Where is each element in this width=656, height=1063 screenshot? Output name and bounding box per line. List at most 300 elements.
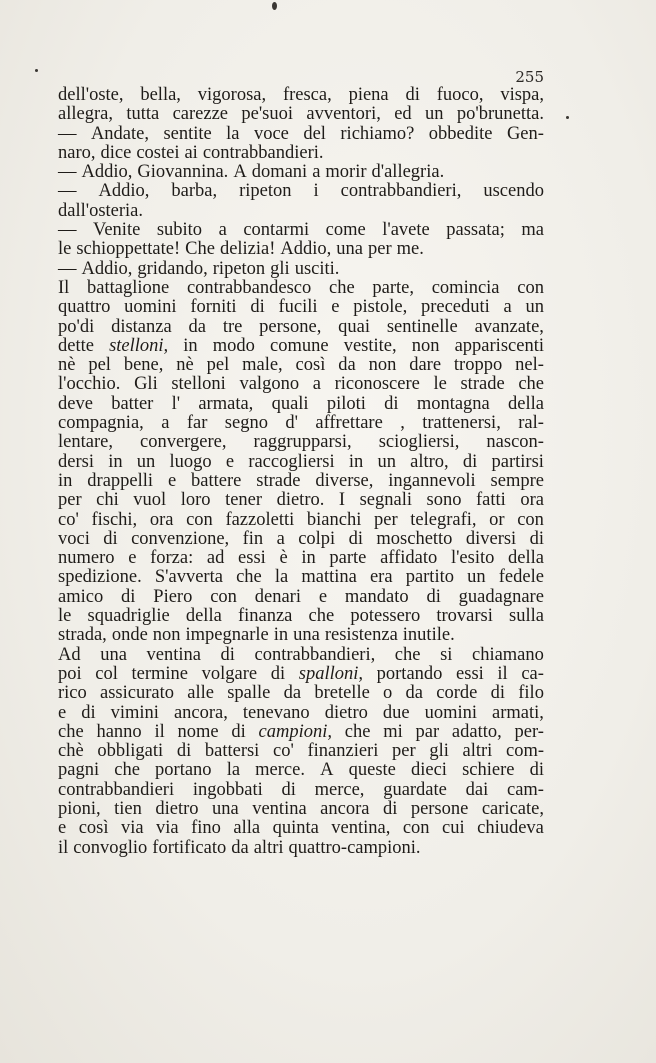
- word: con: [517, 509, 544, 530]
- word: —: [58, 181, 77, 202]
- text-line: [58, 472, 544, 491]
- word: da: [283, 683, 302, 704]
- word: l'avete: [382, 220, 430, 241]
- word: me.: [396, 239, 424, 260]
- word: sempre: [490, 470, 544, 491]
- word: quinta: [272, 818, 319, 839]
- text-line: [58, 86, 544, 105]
- word: una: [100, 644, 127, 665]
- text-line: [58, 568, 544, 587]
- word: essi: [238, 548, 266, 569]
- word: l': [171, 393, 181, 414]
- text-line: [58, 337, 544, 356]
- word: l'occhio.: [58, 374, 121, 395]
- word: vigorosa,: [197, 85, 267, 105]
- word: I: [338, 490, 346, 511]
- word: nè: [58, 355, 76, 376]
- word: che: [58, 721, 84, 742]
- word: il: [154, 721, 165, 742]
- text-line: [58, 240, 544, 259]
- word: ma: [521, 220, 544, 241]
- word: per: [392, 741, 416, 762]
- word: Addio,: [81, 258, 133, 279]
- word: quattro: [58, 297, 111, 318]
- word: obbligati: [97, 741, 164, 762]
- word: e: [167, 470, 177, 491]
- word: carezze: [172, 104, 228, 125]
- word: contrabbandieri,: [340, 181, 462, 202]
- word: portando: [376, 663, 443, 684]
- text-line: [58, 723, 544, 742]
- word: guadagnare: [458, 586, 544, 607]
- word: la: [226, 760, 241, 781]
- word: alla: [233, 818, 261, 839]
- word: dette: [58, 335, 94, 356]
- word: schioppettate!: [76, 239, 181, 260]
- word: dice: [100, 142, 132, 163]
- word: obbedite: [428, 123, 493, 144]
- word: diversi: [465, 528, 517, 549]
- word: di: [81, 702, 96, 723]
- word: avanzate,: [474, 316, 544, 337]
- word: battere: [191, 470, 242, 491]
- word: di: [231, 721, 246, 742]
- word: ad: [206, 548, 225, 569]
- word: che: [394, 644, 421, 665]
- word: lentare,: [58, 432, 113, 453]
- word: Che: [185, 239, 215, 260]
- word: trattenersi,: [422, 413, 501, 434]
- word: di: [220, 644, 235, 665]
- word: di: [405, 85, 420, 105]
- word: ingobbati: [192, 779, 263, 800]
- word: uscendo: [483, 181, 544, 202]
- word: spalle: [227, 683, 271, 704]
- word: era: [369, 567, 393, 588]
- word: ca-: [521, 663, 544, 684]
- word: una: [212, 798, 239, 819]
- word: po'di: [58, 316, 95, 337]
- word: Gen-: [506, 123, 544, 144]
- word: voce: [253, 123, 289, 144]
- word: raggrupparsi,: [253, 432, 352, 453]
- word: voci: [58, 528, 90, 549]
- word: compagnia,: [58, 413, 144, 434]
- text-line: [58, 260, 544, 279]
- word: ripeton: [212, 258, 266, 279]
- word: che: [308, 606, 335, 627]
- text-line: [58, 433, 544, 452]
- word: impegnarle: [185, 625, 269, 646]
- word: la: [274, 567, 289, 588]
- word: A: [233, 162, 247, 183]
- word: convoglio: [73, 837, 148, 858]
- word: gli: [429, 741, 449, 762]
- word: e: [331, 297, 340, 318]
- word: barba,: [171, 181, 218, 202]
- word: battaglione: [87, 277, 170, 298]
- text-line: [58, 626, 544, 645]
- word: vispa,: [500, 85, 544, 105]
- word: loro: [180, 490, 211, 511]
- word: dare: [409, 355, 442, 376]
- word: ed: [394, 104, 412, 125]
- word: in: [273, 625, 289, 646]
- word: Addio,: [98, 181, 150, 202]
- word: Giovannina.: [137, 162, 229, 183]
- word: appariscenti: [454, 335, 544, 356]
- word: con: [402, 818, 430, 839]
- word: da: [188, 316, 206, 337]
- text-line: [58, 163, 544, 182]
- word: strada,: [58, 625, 107, 646]
- ink-speck: [566, 116, 569, 119]
- word: e: [318, 586, 328, 607]
- word: strade: [460, 374, 505, 395]
- word: di: [121, 586, 136, 607]
- word: com-: [505, 741, 544, 762]
- word: trovarsi: [436, 606, 493, 627]
- word: bretelle: [314, 683, 370, 704]
- word: distanza: [111, 316, 172, 337]
- word: ventina,: [331, 818, 391, 839]
- word: dieci: [411, 760, 447, 781]
- word: forniti: [190, 297, 237, 318]
- word: una: [336, 239, 363, 260]
- word: queste: [348, 760, 396, 781]
- word: con: [517, 277, 544, 298]
- word: —: [58, 220, 77, 241]
- word: in: [301, 548, 316, 569]
- word: segno: [224, 413, 268, 434]
- word: e: [58, 818, 67, 839]
- word: ora: [149, 509, 174, 530]
- word: affidato: [380, 548, 438, 569]
- text-line: [58, 511, 544, 530]
- word: vimini: [110, 702, 159, 723]
- word: dell'oste,: [58, 85, 124, 105]
- text-line: [58, 704, 544, 723]
- word: un: [467, 567, 486, 588]
- word: Gli: [134, 374, 158, 395]
- word: da: [231, 837, 249, 858]
- word: —: [58, 258, 77, 279]
- word: male,: [242, 355, 283, 376]
- word: che: [236, 567, 262, 588]
- word: volgare: [201, 663, 258, 684]
- word: si: [440, 644, 453, 665]
- word: passata;: [446, 220, 505, 241]
- word: ral-: [518, 413, 544, 434]
- word: deve: [58, 393, 93, 414]
- word: stelloni,: [109, 335, 169, 356]
- word: termine: [131, 663, 189, 684]
- word: fischi,: [91, 509, 138, 530]
- word: sulla: [509, 606, 544, 627]
- word: assicurato: [100, 683, 174, 704]
- word: partirsi: [491, 451, 544, 472]
- word: alle: [187, 683, 214, 704]
- word: adatto,: [451, 721, 502, 742]
- word: non: [368, 355, 397, 376]
- word: che: [344, 721, 371, 742]
- word: dai: [465, 779, 489, 800]
- word: di: [384, 393, 399, 414]
- word: portano: [155, 760, 212, 781]
- body-text: [58, 86, 544, 858]
- word: Venite: [93, 220, 141, 241]
- word: tenevano: [242, 702, 310, 723]
- word: pagni: [58, 760, 100, 781]
- word: spedizione.: [58, 567, 142, 588]
- word: inutile.: [402, 625, 455, 646]
- word: via: [120, 818, 144, 839]
- word: e: [128, 548, 137, 569]
- word: chi: [96, 490, 119, 511]
- word: strade: [256, 470, 301, 491]
- word: co': [273, 741, 294, 762]
- word: col: [95, 663, 118, 684]
- word: della: [508, 393, 544, 414]
- word: ,: [400, 413, 405, 434]
- word: fucili: [278, 297, 318, 318]
- word: il: [497, 663, 508, 684]
- word: chiudeva: [477, 818, 544, 839]
- text-line: [58, 144, 544, 163]
- word: comune: [270, 335, 329, 356]
- word: delizia!: [219, 239, 276, 260]
- word: armata,: [198, 393, 254, 414]
- word: ingannevoli: [388, 470, 476, 491]
- word: subito: [156, 220, 203, 241]
- word: numero: [58, 548, 115, 569]
- word: co': [58, 509, 79, 530]
- word: le: [433, 374, 447, 395]
- word: d': [285, 413, 298, 434]
- text-line: [58, 781, 544, 800]
- word: nel-: [515, 355, 544, 376]
- word: un: [425, 104, 444, 125]
- word: parte,: [372, 277, 414, 298]
- word: le: [58, 239, 72, 260]
- word: vuol: [133, 490, 167, 511]
- word: mattina: [301, 567, 357, 588]
- word: partito: [405, 567, 454, 588]
- word: il: [58, 837, 69, 858]
- word: piena: [348, 85, 389, 105]
- word: contrabbandieri: [58, 779, 175, 800]
- word: in: [183, 335, 198, 356]
- word: da: [338, 355, 356, 376]
- word: fedele: [498, 567, 544, 588]
- text-line: [58, 356, 544, 375]
- word: di: [103, 528, 118, 549]
- word: e: [58, 702, 67, 723]
- word: di: [426, 586, 441, 607]
- word: sciogliersi,: [378, 432, 460, 453]
- word: di: [382, 798, 398, 819]
- word: gli: [270, 258, 290, 279]
- word: due: [382, 702, 410, 723]
- word: richiamo?: [340, 123, 415, 144]
- word: fuoco,: [436, 85, 484, 105]
- word: ventina: [252, 798, 307, 819]
- word: Addio,: [280, 239, 332, 260]
- text-line: [58, 414, 544, 433]
- word: usciti.: [294, 258, 340, 279]
- word: vestite,: [343, 335, 397, 356]
- word: un: [136, 451, 156, 472]
- word: via: [156, 818, 179, 839]
- word: mi: [383, 721, 403, 742]
- word: stelloni: [171, 374, 226, 395]
- word: quai: [338, 316, 371, 337]
- word: luogo: [169, 451, 212, 472]
- word: di: [348, 528, 363, 549]
- word: altro,: [410, 451, 449, 472]
- word: modo: [212, 335, 255, 356]
- word: di: [529, 528, 544, 549]
- word: bella,: [140, 85, 181, 105]
- word: campioni,: [258, 721, 332, 742]
- word: fazzoletti: [225, 509, 295, 530]
- word: raccogliersi: [248, 451, 335, 472]
- text-line: [58, 684, 544, 703]
- word: contrabbandieri.: [202, 142, 324, 163]
- word: in: [108, 451, 123, 472]
- word: convenzione,: [131, 528, 230, 549]
- word: mandato: [344, 586, 409, 607]
- word: costei: [136, 142, 180, 163]
- text-line: [58, 395, 544, 414]
- word: tener: [225, 490, 263, 511]
- word: in: [348, 451, 364, 472]
- word: denari: [254, 586, 301, 607]
- word: naro,: [58, 142, 96, 163]
- word: a: [503, 297, 512, 318]
- word: sentite: [163, 123, 212, 144]
- word: dall'osteria.: [58, 200, 144, 221]
- word: merce.: [255, 760, 305, 781]
- word: Il: [58, 277, 70, 298]
- word: dietro: [324, 702, 368, 723]
- word: persone: [410, 798, 469, 819]
- word: che: [518, 374, 544, 395]
- word: poi: [58, 663, 82, 684]
- text-line: [58, 588, 544, 607]
- word: di: [490, 683, 505, 704]
- word: schiere: [462, 760, 515, 781]
- word: corde: [436, 683, 478, 704]
- word: pioni,: [58, 798, 101, 819]
- word: amico: [58, 586, 104, 607]
- text-line: [58, 819, 544, 838]
- text-line: [58, 221, 544, 240]
- word: squadriglie: [87, 606, 170, 627]
- word: nè: [176, 355, 194, 376]
- word: battersi: [204, 741, 260, 762]
- word: Piero: [153, 586, 193, 607]
- word: tutta: [126, 104, 160, 125]
- word: dietro.: [276, 490, 325, 511]
- word: non: [152, 625, 181, 646]
- word: colpi: [298, 528, 336, 549]
- word: montagna: [416, 393, 490, 414]
- word: persone,: [259, 316, 322, 337]
- word: armati,: [492, 702, 544, 723]
- word: ventina: [146, 644, 201, 665]
- text-line: [58, 549, 544, 568]
- ink-speck: [35, 69, 38, 72]
- text-line: [58, 318, 544, 337]
- word: pe'suoi: [241, 104, 293, 125]
- word: batter: [111, 393, 154, 414]
- word: cam-: [506, 779, 544, 800]
- word: merce,: [314, 779, 365, 800]
- word: i: [313, 181, 319, 202]
- word: quattro-campioni.: [288, 837, 421, 858]
- word: con: [210, 586, 237, 607]
- word: resistenza: [324, 625, 398, 646]
- word: troppo: [453, 355, 503, 376]
- page-number: 255: [515, 68, 544, 86]
- word: ai: [184, 142, 198, 163]
- word: or: [489, 509, 505, 530]
- word: nascon-: [486, 432, 544, 453]
- word: una: [293, 625, 320, 646]
- word: fatti: [476, 490, 506, 511]
- text-line: [58, 279, 544, 298]
- word: per: [58, 490, 82, 511]
- word: allegra,: [58, 104, 113, 125]
- text-line: [58, 646, 544, 665]
- word: a: [312, 374, 321, 395]
- word: in: [58, 470, 73, 491]
- word: di: [176, 741, 192, 762]
- word: telegrafi,: [410, 509, 477, 530]
- word: per-: [514, 721, 544, 742]
- word: fortificato: [152, 837, 227, 858]
- word: onde: [111, 625, 148, 646]
- text-line: [58, 530, 544, 549]
- word: uomini: [124, 297, 177, 318]
- text-line: [58, 839, 544, 858]
- word: essi: [456, 663, 484, 684]
- word: di: [250, 297, 265, 318]
- word: della: [185, 606, 222, 627]
- word: con: [186, 509, 213, 530]
- text-line: [58, 607, 544, 626]
- word: finanzieri: [307, 741, 379, 762]
- text-line: [58, 202, 544, 221]
- word: come: [325, 220, 366, 241]
- word: ora: [520, 490, 544, 511]
- word: domani: [251, 162, 308, 183]
- word: tien: [114, 798, 142, 819]
- word: cui: [442, 818, 465, 839]
- word: di: [529, 760, 544, 781]
- word: gridando,: [137, 258, 208, 279]
- word: contarmi: [243, 220, 310, 241]
- text-line: [58, 182, 544, 201]
- word: a: [276, 528, 285, 549]
- word: di: [281, 779, 296, 800]
- word: l'esito: [450, 548, 495, 569]
- word: che: [114, 760, 140, 781]
- word: non: [411, 335, 440, 356]
- word: diverse,: [315, 470, 374, 491]
- word: valgono: [239, 374, 300, 395]
